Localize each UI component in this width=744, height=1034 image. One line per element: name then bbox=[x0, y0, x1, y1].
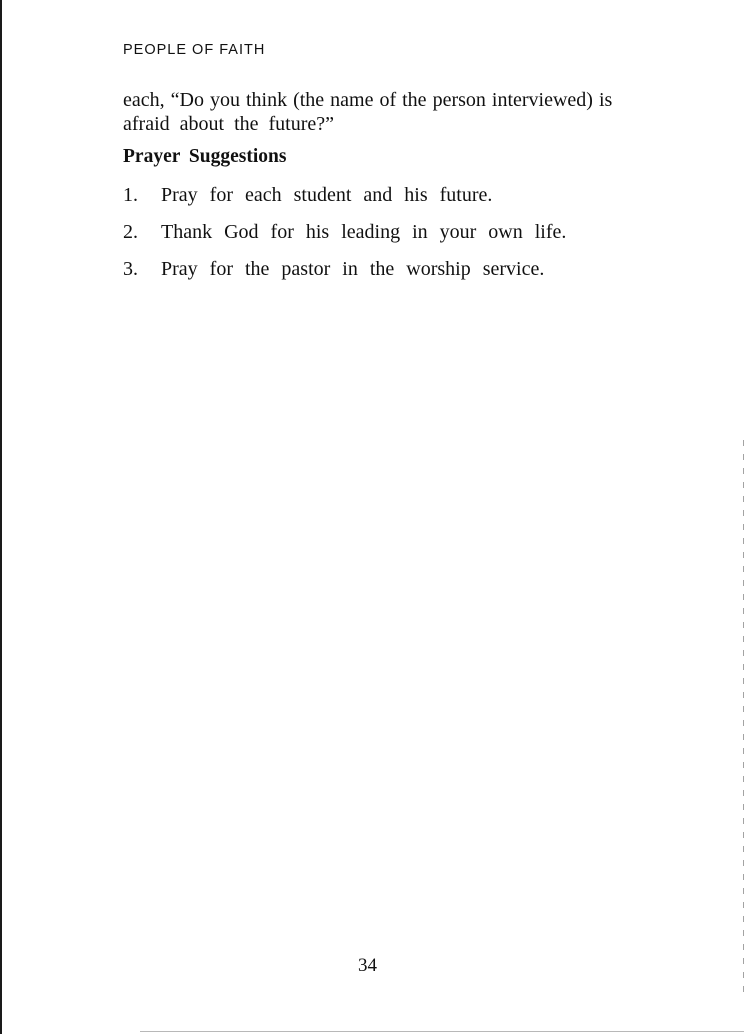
list-item-text: Pray for the pastor in the worship service. bbox=[161, 258, 545, 280]
page-number: 34 bbox=[358, 955, 377, 976]
section-heading: Prayer Suggestions bbox=[123, 146, 287, 167]
paragraph-line-1: each, “Do you think (the name of the person interviewed) is bbox=[123, 89, 613, 111]
prayer-list bbox=[123, 182, 566, 293]
page-left-edge bbox=[0, 0, 2, 1034]
list-item-text: Pray for each student and his future. bbox=[161, 184, 493, 206]
list-item-number: 3. bbox=[123, 258, 138, 280]
list-item bbox=[123, 256, 566, 293]
list-item-text: Thank God for his leading in your own life. bbox=[161, 221, 567, 243]
list-item-number: 2. bbox=[123, 221, 138, 243]
list-item-number: 1. bbox=[123, 184, 138, 206]
body-paragraph bbox=[123, 88, 693, 136]
paragraph-line-2: afraid about the future?” bbox=[123, 113, 335, 135]
running-head: PEOPLE OF FAITH bbox=[123, 42, 266, 58]
page-bottom-edge bbox=[140, 1031, 744, 1032]
list-item bbox=[123, 219, 566, 256]
list-item bbox=[123, 182, 566, 219]
